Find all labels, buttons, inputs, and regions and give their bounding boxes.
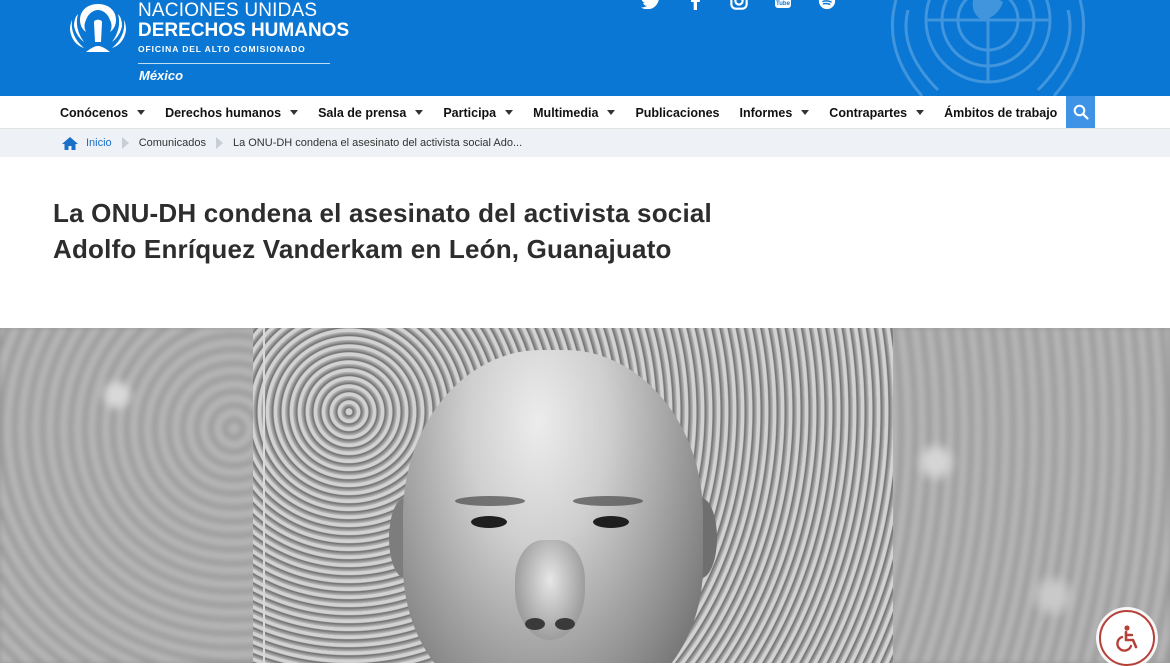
nav-item-participa[interactable] — [443, 106, 513, 120]
portrait-brow-left — [455, 496, 525, 506]
nav-item-ambitos-de-trabajo[interactable] — [944, 106, 1074, 120]
portrait-nostril-right — [555, 618, 575, 630]
nav-item-label: Contrapartes — [829, 105, 908, 120]
caret-down-icon — [505, 110, 513, 115]
breadcrumb-section-link[interactable]: Comunicados — [138, 137, 206, 149]
page-title: La ONU-DH condena el asesinato del activista social Adolfo Enríquez Vanderkam en León, Guanajuato — [53, 198, 712, 264]
portrait-nostril-left — [525, 618, 545, 630]
social-links — [640, 0, 838, 10]
search-icon — [1073, 104, 1089, 120]
nav-item-label: Sala de prensa — [318, 105, 407, 120]
breadcrumb — [0, 129, 1170, 157]
org-name-line-1: NACIONES UNIDAS — [138, 0, 318, 21]
activist-portrait-photo — [253, 328, 893, 663]
svg-text:Tube: Tube — [776, 1, 790, 7]
caret-down-icon — [415, 110, 423, 115]
search-button[interactable] — [1066, 96, 1095, 128]
nav-item-contrapartes[interactable] — [829, 106, 924, 120]
nav-item-label: Informes — [739, 105, 793, 120]
caret-down-icon — [137, 110, 145, 115]
caret-down-icon — [801, 110, 809, 115]
nav-item-label: Multimedia — [533, 105, 599, 120]
nav-item-label: Ámbitos de trabajo — [944, 105, 1058, 120]
caret-down-icon — [290, 110, 298, 115]
portrait-eye-right — [593, 516, 629, 528]
instagram-icon[interactable] — [728, 0, 750, 10]
site-header — [0, 0, 1170, 96]
nav-item-publicaciones[interactable] — [635, 106, 719, 120]
caret-down-icon — [916, 110, 924, 115]
facebook-icon[interactable] — [684, 0, 706, 10]
un-human-rights-logo[interactable] — [64, 0, 132, 56]
wheelchair-icon — [1112, 623, 1142, 653]
country-label: México — [139, 68, 184, 83]
breadcrumb-current: La ONU-DH condena el asesinato del activista social Ado... — [232, 137, 523, 149]
home-icon — [62, 137, 78, 150]
wall-edge — [263, 328, 265, 663]
portrait-eye-left — [471, 516, 507, 528]
breadcrumb-home-link[interactable] — [62, 137, 112, 150]
accessibility-button[interactable] — [1099, 610, 1155, 666]
breadcrumb-separator-icon — [216, 137, 223, 149]
twitter-icon[interactable] — [640, 0, 662, 10]
un-emblem-watermark — [878, 0, 1098, 96]
portrait-brow-right — [573, 496, 643, 506]
org-name-line-3: OFICINA DEL ALTO COMISIONADO — [138, 44, 306, 54]
org-name-divider — [138, 63, 330, 64]
org-name-line-2: DERECHOS HUMANOS — [138, 20, 350, 41]
main-navigation — [0, 96, 1170, 129]
nav-item-informes[interactable] — [740, 106, 810, 120]
hero-image — [0, 328, 1170, 663]
nav-item-derechos-humanos[interactable] — [165, 106, 298, 120]
nav-item-conocenos[interactable] — [60, 106, 145, 120]
nav-item-sala-de-prensa[interactable] — [318, 106, 423, 120]
nav-list — [60, 96, 1094, 129]
nav-item-label: Derechos humanos — [165, 105, 282, 120]
nav-item-multimedia[interactable] — [533, 106, 615, 120]
breadcrumb-home-label: Inicio — [86, 137, 112, 149]
nav-item-label: Conócenos — [60, 105, 129, 120]
caret-down-icon — [607, 110, 615, 115]
breadcrumb-separator-icon — [122, 137, 129, 149]
nav-item-label: Publicaciones — [635, 105, 720, 120]
youtube-icon[interactable] — [772, 0, 794, 10]
nav-item-label: Participa — [443, 105, 497, 120]
spotify-icon[interactable] — [816, 0, 838, 10]
